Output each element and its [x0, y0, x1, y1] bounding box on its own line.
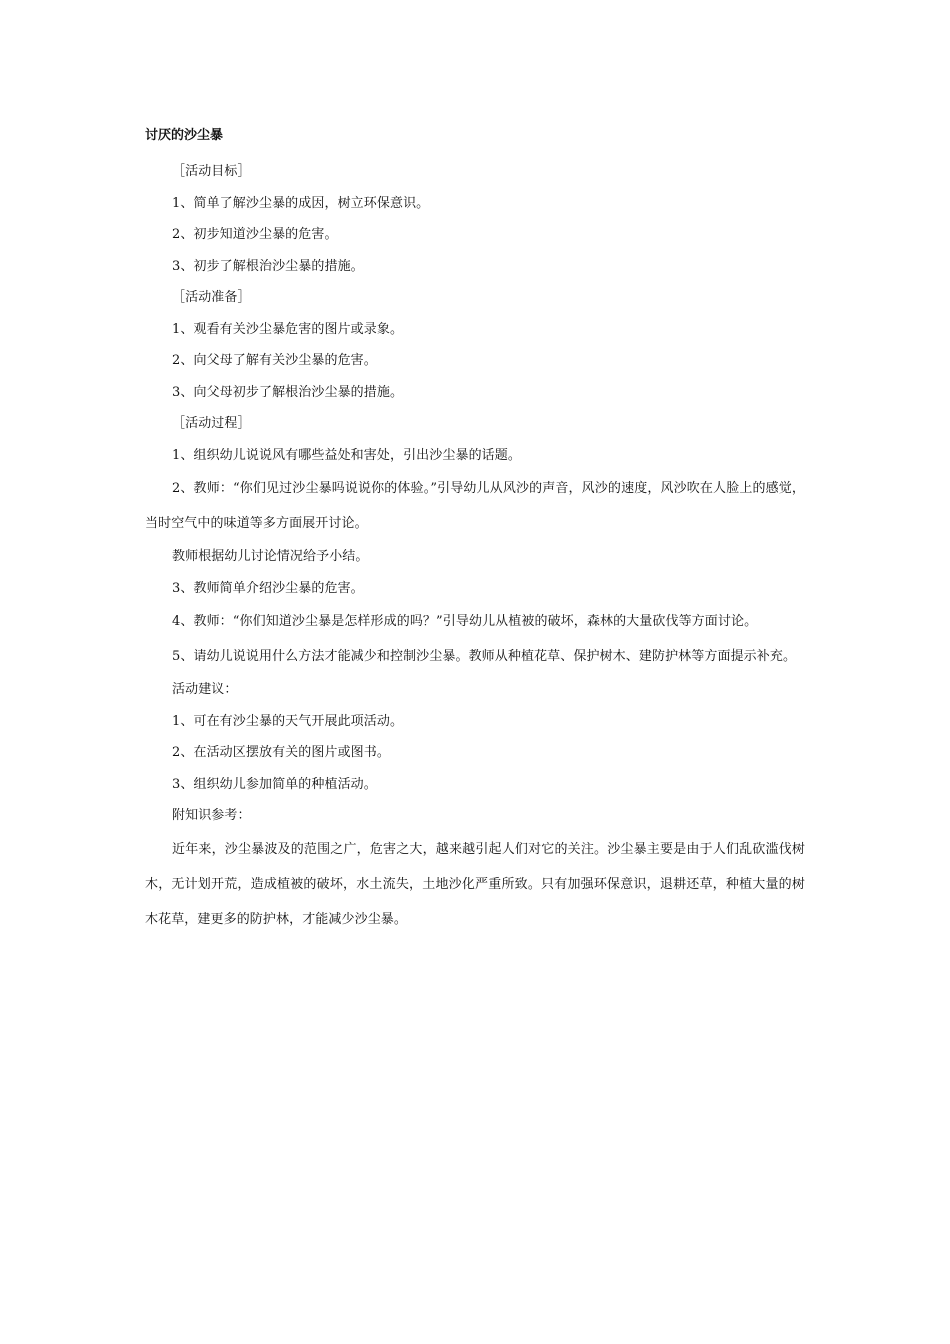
suggestion-item-2: 2、在活动区摆放有关的图片或图书。 — [172, 745, 390, 760]
process-item-2: 2、教师：“你们见过沙尘暴吗说说你的体验。”引导幼儿从风沙的声音，风沙的速度，风沙吹在人脸上的感觉，当时空气中的味道等多方面展开讨论。 — [145, 481, 805, 531]
process-item-1: 1、组织幼儿说说风有哪些益处和害处，引出沙尘暴的话题。 — [172, 447, 521, 463]
process-item-3: 3、教师简单介绍沙尘暴的危害。 — [172, 580, 364, 596]
preparation-item-2: 2、向父母了解有关沙尘暴的危害。 — [172, 353, 377, 368]
document-title: 讨厌的沙尘暴 — [145, 128, 224, 143]
goal-item-1: 1、简单了解沙尘暴的成因，树立环保意识。 — [172, 195, 430, 211]
goal-item-3: 3、初步了解根治沙尘暴的措施。 — [172, 258, 364, 274]
preparation-item-1: 1、观看有关沙尘暴危害的图片或录象。 — [172, 321, 404, 337]
goal-item-2: 2、初步知道沙尘暴的危害。 — [172, 227, 338, 242]
document-page — [145, 124, 805, 937]
reference-paragraph: 近年来，沙尘暴波及的范围之广，危害之大，越来越引起人们对它的关注。沙尘暴主要是由于人们乱砍滥伐树木，无计划开荒，造成植被的破坏，水土流失，土地沙化严重所致。只有加强环保意识，退耕还草，种植大量的树木花草，建更多的防护林，才能减少沙尘暴。 — [145, 841, 805, 927]
preparation-item-3: 3、向父母初步了解根治沙尘暴的措施。 — [172, 384, 404, 400]
section-heading-process: ［活动过程］ — [172, 416, 251, 431]
section-heading-preparation: ［活动准备］ — [172, 290, 251, 305]
process-summary: 教师根据幼儿讨论情况给予小结。 — [172, 549, 369, 564]
section-heading-suggestions: 活动建议： — [172, 682, 238, 697]
section-heading-goals: ［活动目标］ — [172, 164, 251, 179]
suggestion-item-3: 3、组织幼儿参加简单的种植活动。 — [172, 776, 377, 792]
section-heading-reference: 附知识参考： — [172, 808, 251, 823]
process-item-5: 5、请幼儿说说用什么方法才能减少和控制沙尘暴。教师从种植花草、保护树木、建防护林等方面提示补充。 — [172, 649, 797, 664]
suggestion-item-1: 1、可在有沙尘暴的天气开展此项活动。 — [172, 713, 404, 729]
process-item-4: 4、教师：“你们知道沙尘暴是怎样形成的吗？”引导幼儿从植被的破坏，森林的大量砍伐等方面讨论。 — [172, 614, 758, 629]
